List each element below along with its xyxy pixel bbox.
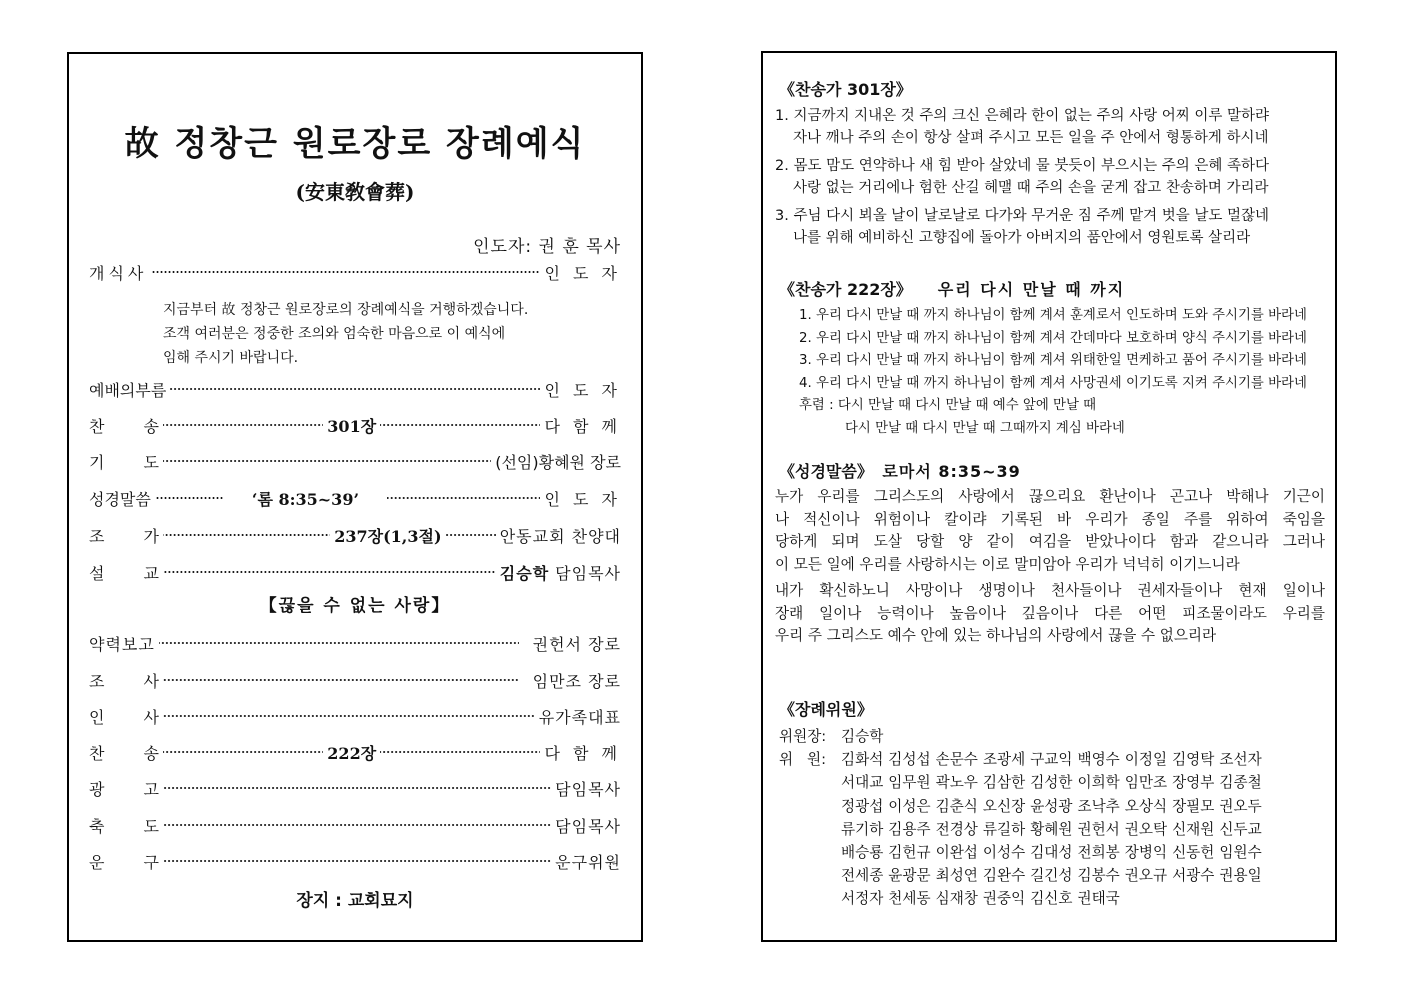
order-mid: 237장(1,3절) bbox=[334, 526, 442, 546]
member-name: 임만조 bbox=[1124, 774, 1168, 792]
member-name: 신재원 bbox=[1172, 820, 1215, 838]
order-label: 찬 송 bbox=[89, 416, 159, 436]
member-name: 장필모 bbox=[1172, 797, 1215, 815]
chair-name: 김승학 bbox=[841, 728, 884, 745]
order-item-hymn-222 bbox=[89, 740, 621, 764]
lyric-line: 3. 우리 다시 만날 때 까지 하나님이 함께 계셔 위태한일 면케하고 품어 주시기를 바라네 bbox=[799, 353, 1307, 368]
order-right: 인 도 자 bbox=[544, 489, 621, 509]
member-name: 신두교 bbox=[1219, 820, 1262, 838]
order-item-eulogy bbox=[89, 668, 621, 692]
lyric-line: 2. 몸도 맘도 연약하나 새 힘 받아 살았네 물 붓듯이 부으시는 주의 은혜 족하다 bbox=[775, 158, 1269, 174]
lyric-line: 3. 주님 다시 뵈올 날이 날로날로 다가와 무거운 짐 주께 맡겨 벗을 날도 멀잖네 bbox=[775, 208, 1269, 224]
member-name: 조낙추 bbox=[1077, 797, 1120, 815]
order-item-pallbearers bbox=[89, 849, 621, 873]
order-label: 조 사 bbox=[89, 671, 159, 691]
dot-leader bbox=[163, 532, 330, 538]
order-item-biography bbox=[89, 631, 621, 655]
member-name: 김신호 bbox=[1030, 890, 1073, 908]
lyric-line: 2. 우리 다시 만날 때 까지 하나님이 함께 계셔 간데마다 보호하며 양식 주시기를 바라네 bbox=[799, 330, 1307, 346]
scripture-text bbox=[775, 486, 1325, 648]
lyric-line: 사랑 없는 거리에나 험한 산길 헤맬 때 주의 손을 굳게 잡고 찬송하며 가리라 bbox=[793, 180, 1269, 196]
member-name: 류길하 bbox=[982, 820, 1026, 838]
hymn222-lyrics bbox=[799, 305, 1325, 440]
member-name: 권용일 bbox=[1219, 867, 1262, 885]
scripture-line: 당하게 되며 도살 당할 양 같이 여김을 받았나이다 함과 같으니라 그러나 bbox=[775, 533, 1325, 550]
dot-leader bbox=[163, 422, 323, 428]
lyric-line: 4. 우리 다시 만날 때 까지 하나님이 함께 계셔 사망권세 이기도록 지켜 주시기를 바라네 bbox=[799, 375, 1307, 391]
hymn222-subtitle: 우리 다시 만날 때 까지 bbox=[937, 280, 1126, 299]
member-name: 김용주 bbox=[888, 820, 931, 838]
member-name: 최성연 bbox=[935, 867, 978, 885]
order-right: 담임목사 bbox=[555, 779, 621, 799]
order-right: 인 도 자 bbox=[544, 263, 621, 283]
dot-leader bbox=[163, 569, 496, 575]
member-name: 서정자 bbox=[841, 890, 884, 908]
lyric-line: 1. 우리 다시 만날 때 까지 하나님이 함께 계셔 훈계로서 인도하며 도와 주시기를 바라네 bbox=[799, 308, 1307, 323]
order-mid: 301장 bbox=[327, 416, 377, 436]
scripture-line: 이 모든 일에 우리를 사랑하시는 이로 말미암아 우리가 넉넉히 이기느니라 bbox=[775, 555, 1240, 573]
member-name: 천세동 bbox=[888, 890, 931, 908]
member-name: 이성수 bbox=[982, 844, 1026, 862]
committee-list bbox=[779, 725, 1325, 911]
member-name: 전희봉 bbox=[1077, 844, 1120, 862]
member-name: 권오탁 bbox=[1124, 820, 1168, 838]
dot-leader bbox=[170, 386, 540, 392]
member-row bbox=[841, 841, 1267, 864]
sermon-title: 【끊을 수 없는 사랑】 bbox=[259, 596, 451, 616]
member-row bbox=[841, 818, 1267, 841]
member-name: 김화석 bbox=[841, 751, 884, 769]
order-label: 설 교 bbox=[89, 563, 159, 583]
member-name: 김영탁 bbox=[1172, 751, 1215, 769]
order-item-benediction bbox=[89, 813, 621, 837]
member-name: 구교익 bbox=[1030, 751, 1073, 769]
program-subtitle: (安東敎會葬) bbox=[295, 180, 415, 204]
member-name: 심재창 bbox=[935, 890, 978, 908]
dot-leader bbox=[163, 458, 491, 464]
scripture-label: 《성경말씀》 bbox=[779, 462, 873, 481]
order-right: 유가족대표 bbox=[538, 707, 621, 727]
order-right: 안동교회 찬양대 bbox=[499, 526, 621, 546]
order-right: 권헌서 장로 bbox=[532, 634, 621, 654]
order-right: 담임목사 bbox=[555, 816, 621, 836]
preacher-name: 김승학 bbox=[499, 563, 550, 583]
members-label: 위 원: bbox=[779, 751, 827, 769]
dot-leader bbox=[155, 495, 224, 501]
order-label: 찬 송 bbox=[89, 743, 159, 763]
order-label: 기 도 bbox=[89, 452, 159, 472]
order-of-service-panel bbox=[67, 52, 643, 942]
member-name: 권오규 bbox=[1124, 867, 1168, 885]
member-name: 길긴성 bbox=[1030, 867, 1073, 885]
dot-leader bbox=[380, 422, 540, 428]
member-name: 손문수 bbox=[935, 751, 978, 769]
order-mid: 222장 bbox=[327, 743, 377, 763]
member-name: 임무원 bbox=[888, 774, 931, 792]
member-name: 이정일 bbox=[1124, 751, 1168, 769]
member-name: 권태국 bbox=[1077, 890, 1120, 908]
dot-leader bbox=[163, 713, 535, 719]
member-name: 장영부 bbox=[1172, 774, 1215, 792]
order-label: 조 가 bbox=[89, 526, 159, 546]
member-name: 김헌규 bbox=[888, 844, 931, 862]
scripture-line: 누가 우리를 그리스도의 사랑에서 끊으리요 환난이나 곤고나 박해나 기근이 bbox=[775, 488, 1325, 505]
hymn222-heading bbox=[779, 277, 1125, 300]
order-label: 성경말씀 bbox=[89, 489, 151, 509]
member-row bbox=[841, 771, 1267, 794]
order-label: 개식사 bbox=[89, 263, 148, 283]
note-line: 조객 여러분은 정중한 조의와 엄숙한 마음으로 이 예식에 bbox=[163, 326, 506, 342]
member-name: 전경상 bbox=[935, 820, 978, 838]
hymn301-lyrics bbox=[775, 105, 1325, 249]
member-name: 서광수 bbox=[1172, 867, 1215, 885]
order-item-announcements bbox=[89, 776, 621, 800]
dot-leader bbox=[163, 749, 323, 755]
order-label: 약력보고 bbox=[89, 634, 155, 654]
member-name: 윤성광 bbox=[1030, 797, 1073, 815]
order-right: 인 도 자 bbox=[544, 380, 621, 400]
dot-leader bbox=[159, 640, 519, 646]
program-title: 故 정창근 원로장로 장례예식 bbox=[124, 124, 586, 164]
refrain-line: 후렴 : 다시 만날 때 다시 만날 때 예수 앞에 만날 때 bbox=[799, 398, 1097, 413]
member-name: 임원수 bbox=[1219, 844, 1262, 862]
member-row bbox=[841, 748, 1267, 771]
lyric-line: 자나 깨나 주의 손이 항상 살펴 주시고 모든 일을 주 안에서 형통하게 하시네 bbox=[793, 130, 1269, 146]
order-item-sermon bbox=[89, 560, 621, 584]
member-name: 김대성 bbox=[1030, 844, 1073, 862]
order-mid: ‘롬 8:35~39’ bbox=[251, 489, 360, 509]
member-name: 김완수 bbox=[982, 867, 1026, 885]
member-name: 조광세 bbox=[982, 751, 1026, 769]
hymn301-heading: 《찬송가 301장》 bbox=[779, 80, 912, 99]
order-right: 담임목사 bbox=[555, 563, 621, 583]
dot-leader bbox=[163, 677, 519, 683]
dot-leader bbox=[387, 495, 540, 501]
member-row bbox=[841, 887, 1267, 910]
dot-leader bbox=[380, 749, 540, 755]
committee-chair bbox=[779, 725, 1325, 748]
member-name: 김성섭 bbox=[888, 751, 931, 769]
member-name: 이완섭 bbox=[935, 844, 978, 862]
order-label: 예배의부름 bbox=[89, 380, 167, 400]
member-name: 장병익 bbox=[1124, 844, 1168, 862]
committee-heading: 《장례위원》 bbox=[779, 700, 873, 719]
order-item-scripture bbox=[89, 486, 621, 510]
order-item-prayer bbox=[89, 449, 621, 473]
order-right: 운구위원 bbox=[555, 852, 621, 872]
scripture-heading bbox=[779, 459, 1021, 482]
chair-label: 위원장: bbox=[779, 728, 827, 745]
member-name: 김삼한 bbox=[982, 774, 1026, 792]
lyric-line: 1. 지금까지 지내온 것 주의 크신 은혜라 한이 없는 주의 사랑 어찌 이루 말하랴 bbox=[775, 108, 1269, 124]
member-name: 김종철 bbox=[1219, 774, 1262, 792]
note-line: 임해 주시기 바랍니다. bbox=[163, 350, 299, 366]
order-right: 다 함 께 bbox=[544, 743, 621, 763]
member-name: 백영수 bbox=[1077, 751, 1120, 769]
member-name: 권중익 bbox=[982, 890, 1026, 908]
member-name: 오신장 bbox=[982, 797, 1026, 815]
hymns-scripture-panel bbox=[761, 51, 1337, 942]
dot-leader bbox=[163, 822, 551, 828]
scripture-line: 장래 일이나 능력이나 높음이나 깊음이나 다른 어떤 피조물이라도 우리를 bbox=[775, 604, 1325, 622]
member-name: 조선자 bbox=[1219, 751, 1262, 769]
order-item-opening bbox=[89, 260, 621, 284]
scripture-line: 우리 주 그리스도 예수 안에 있는 하나님의 사랑에서 끊을 수 없으리라 bbox=[775, 627, 1217, 644]
committee-members bbox=[779, 748, 1325, 910]
order-item-hymn-301 bbox=[89, 413, 621, 437]
member-name: 이성은 bbox=[888, 797, 931, 815]
member-name: 이희학 bbox=[1077, 774, 1120, 792]
order-right: 다 함 께 bbox=[544, 416, 621, 436]
member-name: 전세종 bbox=[841, 867, 884, 885]
order-item-anthem bbox=[89, 523, 621, 547]
scripture-line: 내가 확신하노니 사망이나 생명이나 천사들이나 권세자들이나 현재 일이나 bbox=[775, 582, 1325, 599]
member-name: 김춘식 bbox=[935, 797, 978, 815]
member-row bbox=[841, 864, 1267, 887]
dot-leader bbox=[163, 858, 551, 864]
member-name: 김성한 bbox=[1030, 774, 1073, 792]
member-name: 권오두 bbox=[1219, 797, 1262, 815]
scripture-line: 나 적신이나 위험이나 칼이랴 기록된 바 우리가 종일 주를 위하여 죽임을 bbox=[775, 510, 1325, 528]
order-label: 광 고 bbox=[89, 779, 159, 799]
officiant: 인도자: 권 훈 목사 bbox=[473, 237, 621, 257]
note-line: 지금부터 故 정창근 원로장로의 장례예식을 거행하겠습니다. bbox=[163, 302, 529, 318]
member-name: 권헌서 bbox=[1077, 820, 1120, 838]
order-label: 축 도 bbox=[89, 816, 159, 836]
member-name: 오상식 bbox=[1124, 797, 1168, 815]
lyric-line: 나를 위해 예비하신 고향집에 돌아가 아버지의 품안에서 영원토록 살리라 bbox=[793, 230, 1251, 246]
order-item-greeting bbox=[89, 704, 621, 728]
refrain-line: 다시 만날 때 다시 만날 때 그때까지 계심 바라네 bbox=[845, 420, 1125, 436]
burial-place: 장지 : 교회묘지 bbox=[296, 891, 414, 911]
member-name: 정광섭 bbox=[841, 797, 884, 815]
order-label: 운 구 bbox=[89, 852, 159, 872]
dot-leader bbox=[151, 269, 540, 275]
dot-leader bbox=[163, 785, 551, 791]
member-name: 황혜원 bbox=[1030, 820, 1073, 838]
hymn222-number: 《찬송가 222장》 bbox=[779, 280, 912, 299]
order-label: 인 사 bbox=[89, 707, 159, 727]
member-name: 서대교 bbox=[841, 774, 884, 792]
order-right: 임만조 장로 bbox=[532, 671, 621, 691]
scripture-reference: 로마서 8:35~39 bbox=[882, 462, 1021, 481]
member-name: 배승룡 bbox=[841, 844, 884, 862]
member-names bbox=[841, 748, 1267, 910]
member-name: 류기하 bbox=[841, 820, 884, 838]
member-name: 곽노우 bbox=[935, 774, 978, 792]
dot-leader bbox=[446, 532, 496, 538]
member-name: 신동헌 bbox=[1172, 844, 1215, 862]
order-item-call-to-worship bbox=[89, 377, 621, 401]
member-name: 김봉수 bbox=[1077, 867, 1120, 885]
member-name: 윤광문 bbox=[888, 867, 931, 885]
opening-note bbox=[163, 298, 621, 370]
member-row bbox=[841, 795, 1267, 818]
order-right: (선임)황혜원 장로 bbox=[495, 452, 621, 472]
